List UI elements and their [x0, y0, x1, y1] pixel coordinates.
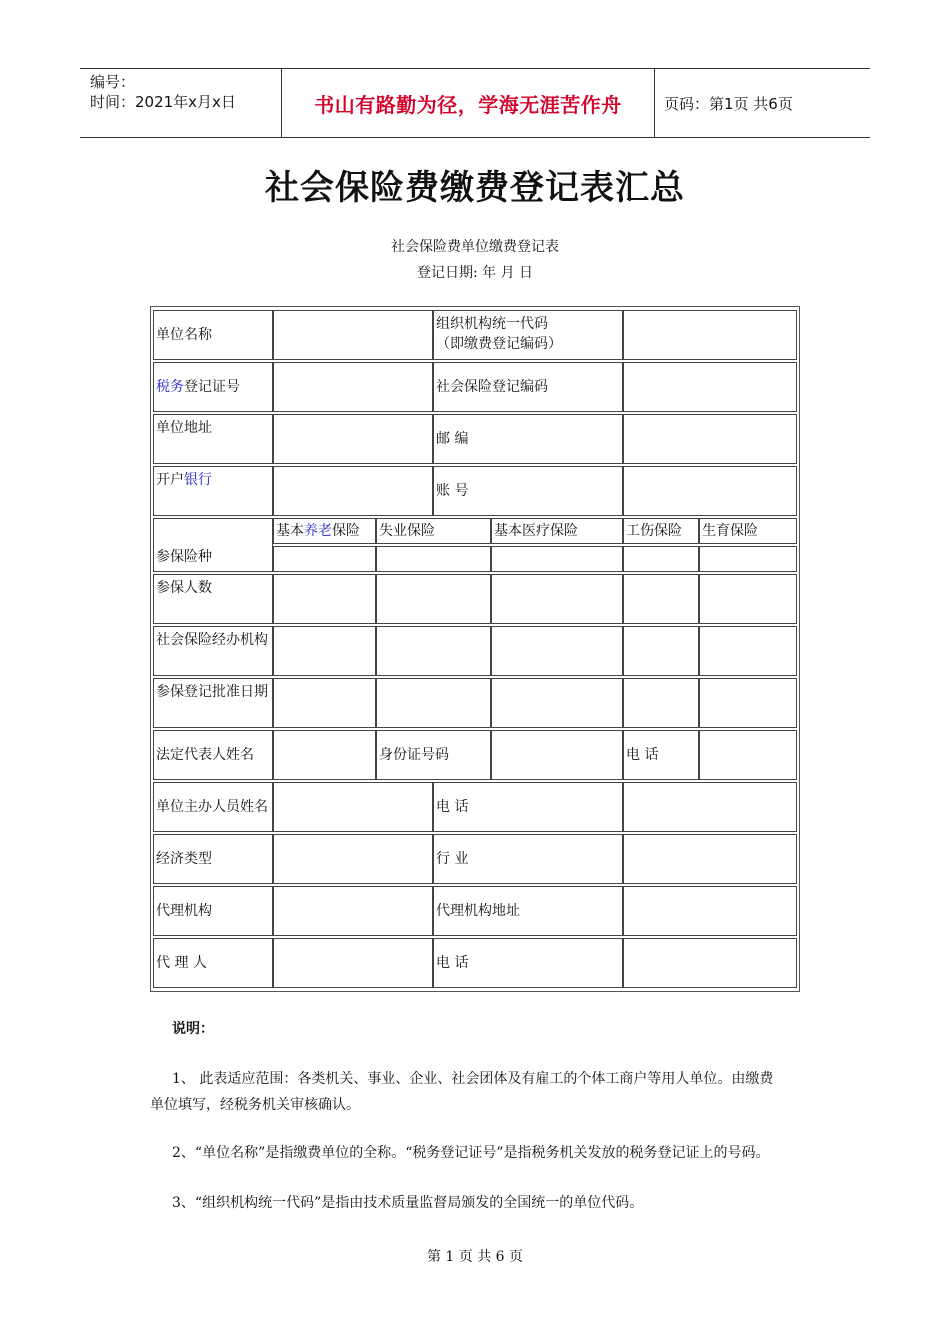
id-number-label	[376, 730, 491, 780]
agency-pension[interactable]	[273, 626, 376, 676]
agency-text: 社会保险经办机构	[156, 632, 268, 648]
address-value[interactable]	[273, 414, 433, 464]
proxy-org-label	[153, 886, 273, 936]
industry-label	[433, 834, 623, 884]
legal-rep-phone-text: 电 话	[626, 747, 659, 763]
unit-name-text: 单位名称	[156, 327, 212, 343]
contact-person-value[interactable]	[273, 782, 433, 832]
unemployment-check[interactable]	[376, 546, 491, 572]
bank-label	[153, 466, 273, 516]
agency-label	[153, 626, 273, 676]
social-code-value[interactable]	[623, 362, 797, 412]
note-item1-line1: 1、 此表适应范围：各类机关、事业、企业、社会团体及有雇工的个体工商户等用人单位。由缴费	[172, 1071, 774, 1087]
notes-heading: 说明：	[172, 1021, 214, 1037]
bank-suffix: 银行	[184, 472, 212, 488]
contact-phone-text: 电 话	[436, 799, 469, 815]
pension-suffix: 保险	[332, 523, 360, 539]
tax-registration-label	[153, 362, 273, 412]
bank-value[interactable]	[273, 466, 433, 516]
note-item3: 3、“组织机构统一代码”是指由技术质量监督局颁发的全国统一的单位代码。	[172, 1195, 644, 1211]
header-meta	[80, 69, 280, 137]
postcode-value[interactable]	[623, 414, 797, 464]
unemployment-text: 失业保险	[379, 523, 435, 539]
bank-prefix: 开户	[156, 472, 184, 488]
contact-person-text: 单位主办人员姓名	[156, 799, 268, 815]
unemployment-header	[376, 518, 491, 544]
medical-text: 基本医疗保险	[494, 523, 578, 539]
motto: 书山有路勤为径，学海无涯苦作舟	[314, 92, 622, 117]
legal-rep-phone-label	[623, 730, 699, 780]
proxy-org-text: 代理机构	[156, 903, 212, 919]
header-page-cell	[654, 69, 870, 137]
proxy-address-text: 代理机构地址	[436, 903, 520, 919]
pension-check[interactable]	[273, 546, 376, 572]
tax-suffix: 登记证号	[184, 379, 240, 395]
economic-type-value[interactable]	[273, 834, 433, 884]
industry-value[interactable]	[623, 834, 797, 884]
industry-text: 行 业	[436, 851, 469, 867]
injury-check[interactable]	[623, 546, 699, 572]
note-item2: 2、“单位名称”是指缴费单位的全称。“税务登记证号”是指税务机关发放的税务登记证上的号码。	[172, 1145, 770, 1161]
medical-check[interactable]	[491, 546, 623, 572]
tax-prefix: 税务	[156, 379, 184, 395]
page-code: 页码：第1页 共6页	[664, 94, 793, 113]
proxy-phone-value[interactable]	[623, 938, 797, 988]
insurance-type-label	[153, 518, 273, 572]
registration-date-line: 登记日期: 年 月 日	[416, 265, 534, 281]
maternity-header	[699, 518, 797, 544]
contact-phone-label	[433, 782, 623, 832]
proxy-address-label	[433, 886, 623, 936]
injury-header	[623, 518, 699, 544]
pension-mid: 养老	[304, 523, 332, 539]
proxy-phone-text: 电 话	[436, 955, 469, 971]
insured-count-pension[interactable]	[273, 574, 376, 624]
proxy-address-value[interactable]	[623, 886, 797, 936]
proxy-phone-label	[433, 938, 623, 988]
agency-maternity[interactable]	[699, 626, 797, 676]
account-text: 账 号	[436, 483, 469, 499]
page-title: 社会保险费缴费登记表汇总	[265, 168, 685, 208]
form-subtitle: 社会保险费单位缴费登记表	[391, 239, 559, 255]
pension-prefix: 基本	[276, 523, 304, 539]
document-header	[80, 68, 870, 138]
proxy-person-value[interactable]	[273, 938, 433, 988]
postcode-text: 邮 编	[436, 431, 469, 447]
maternity-text: 生育保险	[702, 523, 758, 539]
agency-unemployment[interactable]	[376, 626, 491, 676]
approval-date-unemployment[interactable]	[376, 678, 491, 728]
unit-name-value[interactable]	[273, 310, 433, 360]
insured-count-injury[interactable]	[623, 574, 699, 624]
injury-text: 工伤保险	[626, 523, 682, 539]
contact-phone-value[interactable]	[623, 782, 797, 832]
number-label: 编号：	[90, 73, 136, 91]
org-code-value[interactable]	[623, 310, 797, 360]
approval-date-maternity[interactable]	[699, 678, 797, 728]
economic-type-label	[153, 834, 273, 884]
medical-header	[491, 518, 623, 544]
id-number-text: 身份证号码	[379, 747, 449, 763]
time-label: 时间：2021年x月x日	[90, 93, 236, 111]
insured-count-unemployment[interactable]	[376, 574, 491, 624]
header-motto-cell	[281, 69, 655, 137]
maternity-check[interactable]	[699, 546, 797, 572]
page-footer: 第 1 页 共 6 页	[426, 1249, 524, 1265]
org-code-line2: （即缴费登记编码）	[436, 336, 562, 352]
social-code-label	[433, 362, 623, 412]
account-label	[433, 466, 623, 516]
insured-count-maternity[interactable]	[699, 574, 797, 624]
org-code-line1: 组织机构统一代码	[436, 316, 548, 332]
address-label	[153, 414, 273, 464]
legal-rep-label	[153, 730, 273, 780]
note-item1-line2: 单位填写，经税务机关审核确认。	[150, 1097, 360, 1113]
approval-date-medical[interactable]	[491, 678, 623, 728]
proxy-org-value[interactable]	[273, 886, 433, 936]
proxy-person-text: 代 理 人	[156, 955, 207, 971]
approval-date-pension[interactable]	[273, 678, 376, 728]
contact-person-label	[153, 782, 273, 832]
pension-header	[273, 518, 376, 544]
legal-rep-text: 法定代表人姓名	[156, 747, 254, 763]
account-value[interactable]	[623, 466, 797, 516]
social-code-text: 社会保险登记编码	[436, 379, 548, 395]
org-code-label	[433, 310, 623, 360]
insured-count-text: 参保人数	[156, 580, 212, 596]
insured-count-medical[interactable]	[491, 574, 623, 624]
economic-type-text: 经济类型	[156, 851, 212, 867]
insured-count-label	[153, 574, 273, 624]
tax-registration-value[interactable]	[273, 362, 433, 412]
legal-rep-value[interactable]	[273, 730, 376, 780]
agency-medical[interactable]	[491, 626, 623, 676]
insurance-type-text: 参保险种	[156, 549, 212, 565]
id-number-value[interactable]	[491, 730, 623, 780]
unit-name-label	[153, 310, 273, 360]
approval-date-label	[153, 678, 273, 728]
approval-date-text: 参保登记批准日期	[156, 684, 268, 700]
postcode-label	[433, 414, 623, 464]
approval-date-injury[interactable]	[623, 678, 699, 728]
legal-rep-phone-value[interactable]	[699, 730, 797, 780]
proxy-person-label	[153, 938, 273, 988]
agency-injury[interactable]	[623, 626, 699, 676]
address-text: 单位地址	[156, 420, 212, 436]
